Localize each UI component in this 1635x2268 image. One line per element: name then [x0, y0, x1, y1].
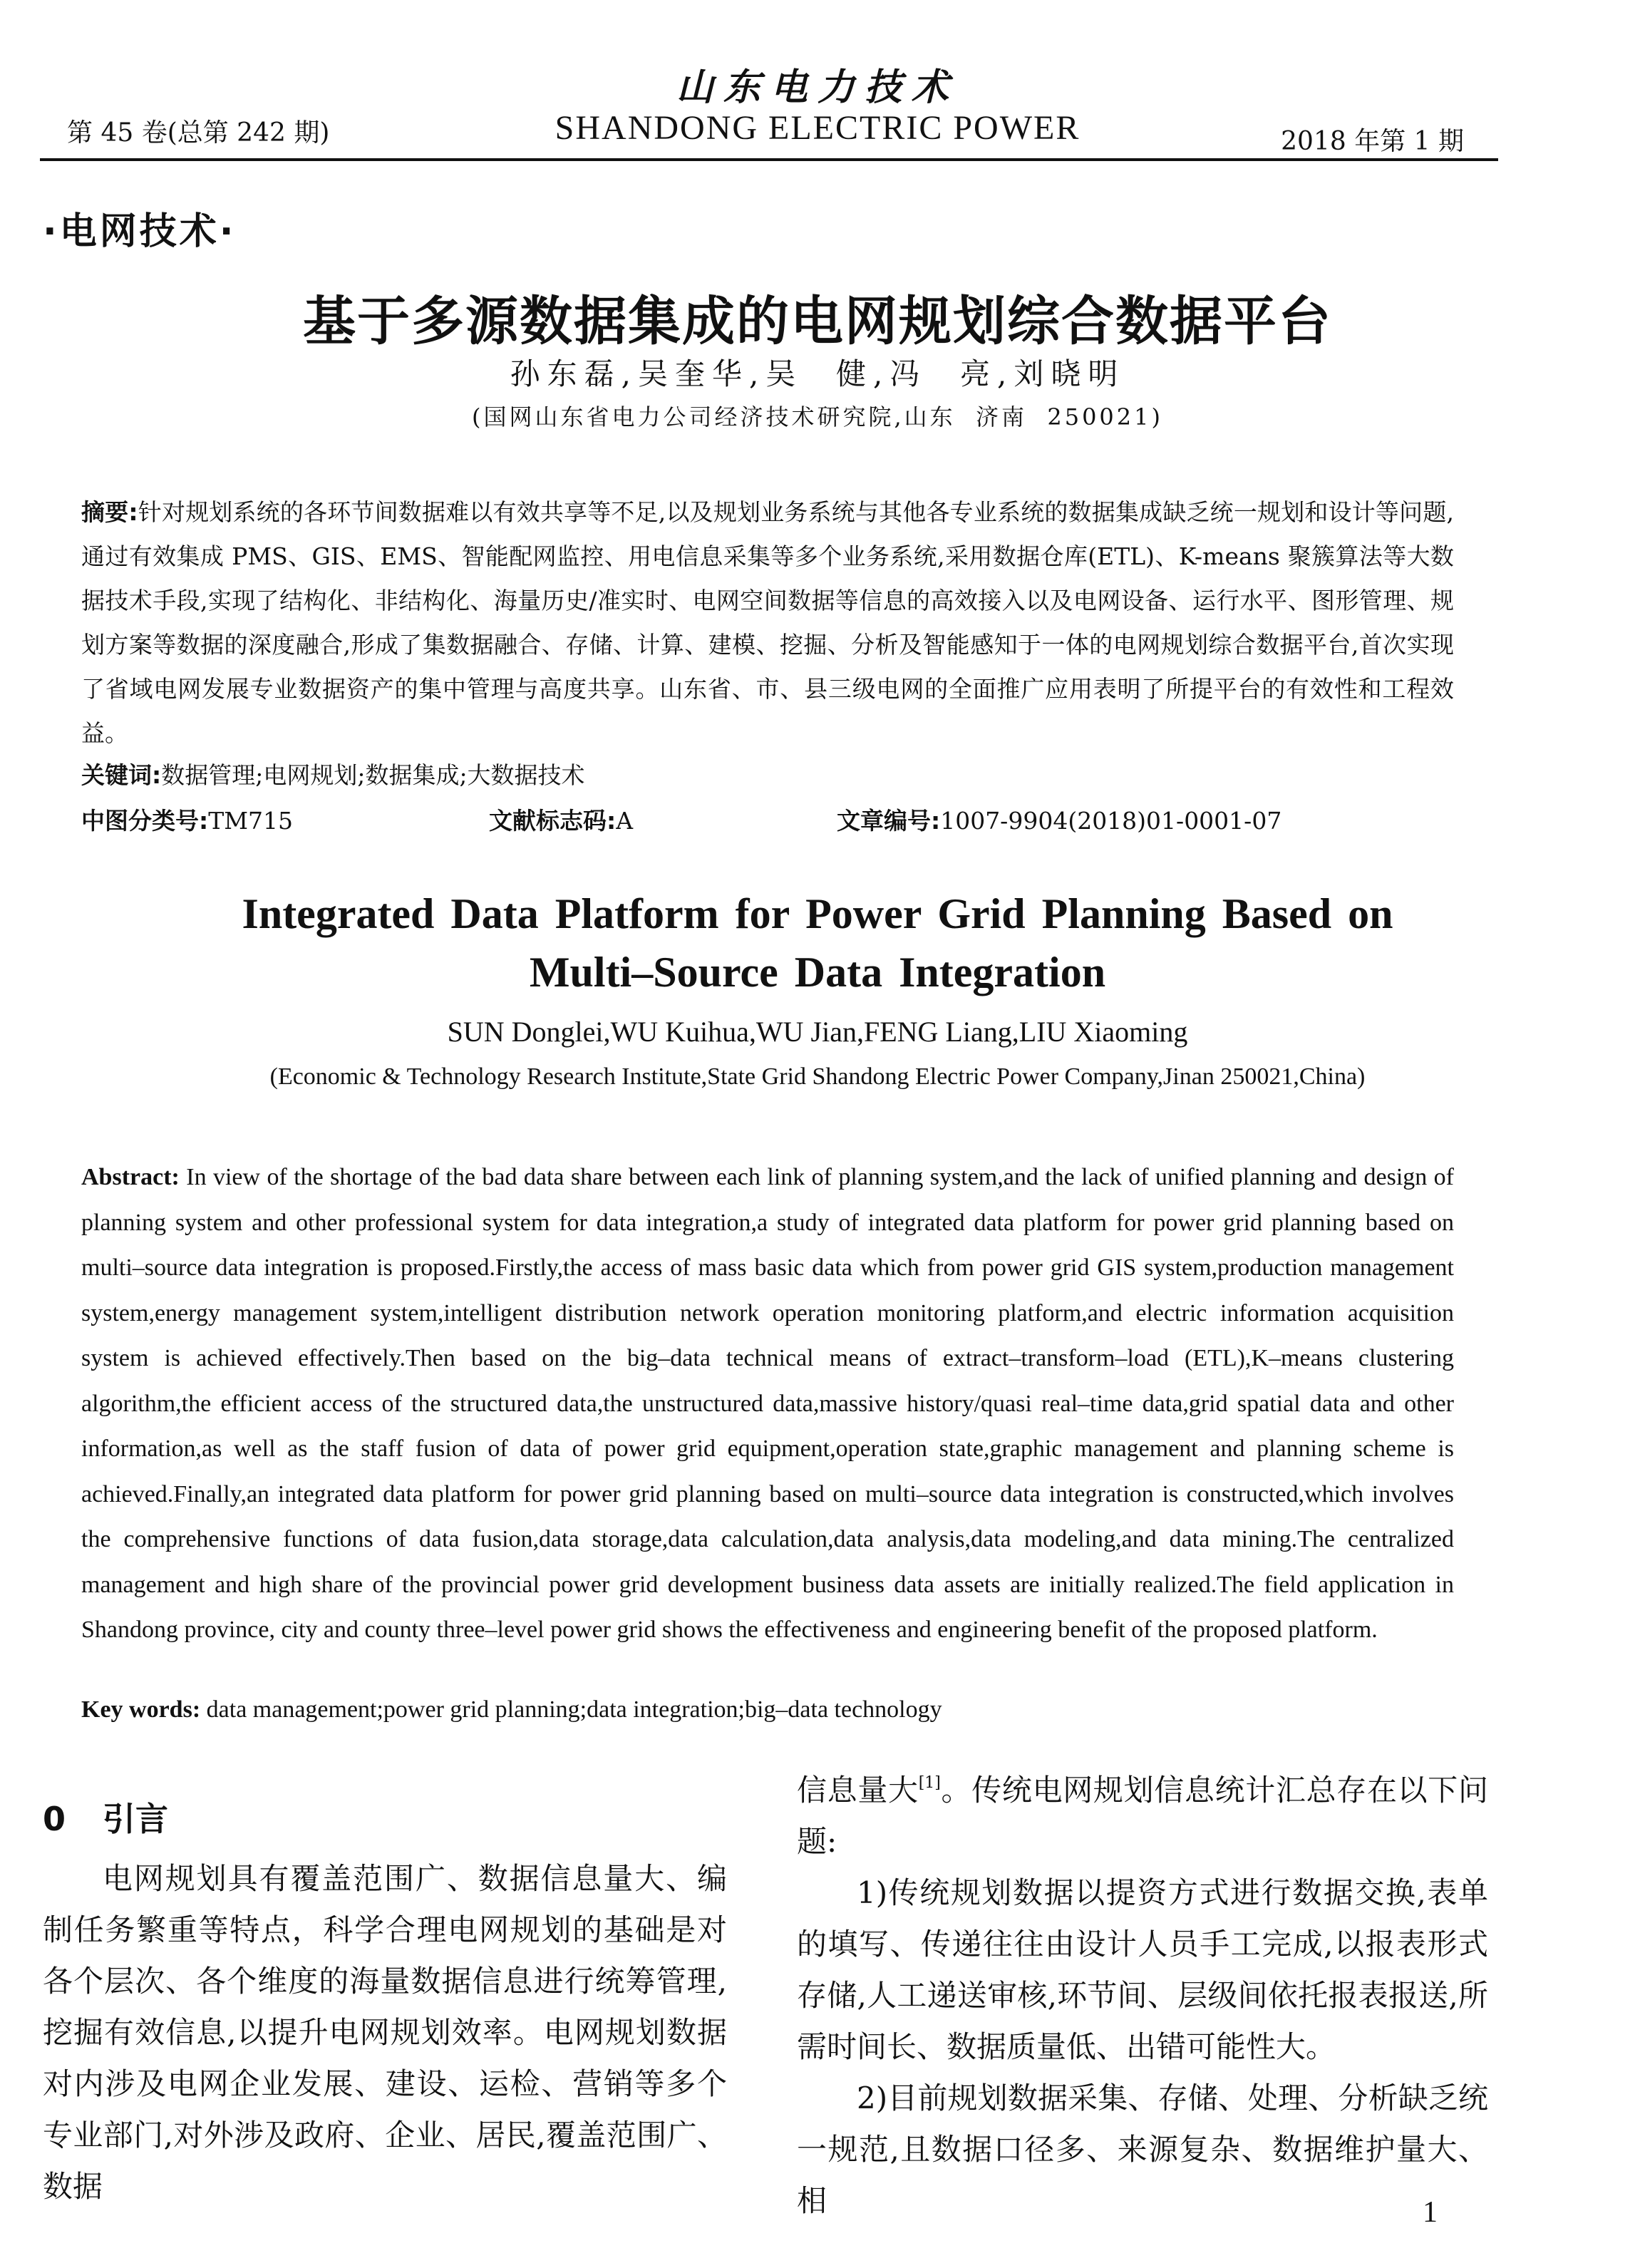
abstract-cn [81, 490, 1454, 756]
abstract-cn-label: 摘要: [81, 498, 138, 526]
header-rule [40, 158, 1498, 161]
clc-label: 中图分类号: [81, 807, 209, 835]
authors-en: SUN Donglei,WU Kuihua,WU Jian,FENG Liang,LIU Xiaoming [447, 1016, 1188, 1048]
article-number-label: 文章编号: [837, 807, 941, 835]
title-en-line1: Integrated Data Platform for Power Grid Planning Based on [242, 890, 1393, 937]
abstract-en-label: Abstract: [81, 1164, 180, 1190]
keywords-cn-text: 数据管理;电网规划;数据集成;大数据技术 [161, 761, 585, 789]
title-en-line2: Multi–Source Data Integration [529, 949, 1106, 996]
authors-cn: 孙东磊,吴奎华,吴 健,冯 亮,刘晓明 [510, 356, 1125, 391]
article-number-value: 1007-9904(2018)01-0001-07 [940, 807, 1282, 835]
list-item: 1)传统规划数据以提资方式进行数据交换,表单的填写、传递往往由设计人员手工完成,以报表形式存储,人工递送审核,环节间、层级间依托报表报送,所需时间长、数据质量低、出错可能性大。 [797, 1875, 1488, 2064]
abstract-cn-text: 针对规划系统的各环节间数据难以有效共享等不足,以及规划业务系统与其他各专业系统的数据集成缺乏统一规划和设计等问题,通过有效集成 PMS、GIS、EMS、智能配网监控、用电信息采集等多个业务系统,采用数据仓库(ETL)、K-means 聚簇算法等大数据技术手段,实现了结构化、非结构化、海量历史/准实时、电网空间数据等信息的高效接入以及电网设备、运行水平、图形管理、规划方案等数据的深度融合,形成了集数据融合、存储、计算、建模、挖掘、分析及智能感知于一体的电网规划综合数据平台,首次实现了省域电网发展专业数据资产的集中管理与高度共享。山东省、市、县三级电网的全面推广应用表明了所提平台的有效性和工程效益。 [81, 498, 1455, 747]
section-number: 0 [43, 1800, 66, 1838]
body-cont-after: 。传统电网规划信息统计汇总存在以下问题: [797, 1773, 1488, 1859]
keywords-en-text: data management;power grid planning;data integration;big–data technology [206, 1696, 942, 1723]
citation-ref: [1] [918, 1774, 941, 1792]
journal-name-en: SHANDONG ELECTRIC POWER [555, 109, 1080, 147]
keywords-en [81, 1696, 942, 1723]
document-code-value: A [616, 807, 634, 835]
affiliation-en: (Economic & Technology Research Institute,State Grid Shandong Electric Power Company,Jinan 250021,China) [269, 1063, 1366, 1090]
document-code-label: 文献标志码: [489, 807, 617, 835]
affiliation-cn: (国网山东省电力公司经济技术研究院,山东 济南 250021) [472, 403, 1163, 431]
body-paragraph-cont [797, 1765, 1488, 1867]
issue-info: 2018 年第 1 期 [1281, 127, 1464, 156]
body-column-left [43, 1853, 727, 2212]
article-number [837, 803, 1281, 836]
keywords-cn [81, 757, 585, 790]
volume-info: 第 45 卷(总第 242 期) [67, 118, 330, 148]
column-label: ·电网技术· [43, 210, 237, 253]
clc-value: TM715 [208, 807, 293, 835]
list-item: 2)目前规划数据采集、存储、处理、分析缺乏统一规范,且数据口径多、来源复杂、数据维护量大、相 [797, 2081, 1488, 2218]
page-number: 1 [1423, 2196, 1438, 2229]
journal-name-cn: 山东电力技术 [676, 66, 959, 109]
clc-code [81, 803, 293, 836]
body-paragraph: 电网规划具有覆盖范围广、数据信息量大、编制任务繁重等特点，科学合理电网规划的基础是对各个层次、各个维度的海量数据信息进行统筹管理,挖掘有效信息,以提升电网规划效率。电网规划数据对内涉及电网企业发展、建设、运检、营销等多个专业部门,对外涉及政府、企业、居民,覆盖范围广、数据 [43, 1861, 727, 2204]
title-cn: 基于多源数据集成的电网规划综合数据平台 [303, 291, 1332, 352]
section-heading [43, 1793, 168, 1840]
body-cont-text: 信息量大 [797, 1773, 919, 1808]
document-code [489, 803, 633, 836]
keywords-en-label: Key words: [81, 1696, 201, 1723]
section-title: 引言 [103, 1800, 169, 1838]
abstract-en-text: In view of the shortage of the bad data share between each link of planning system,and the lack of unified planning and design of planning system and other professional system for data integration,a study of integrated data platform for power grid planning based on multi–source data integration is proposed.Firstly,the access of mass basic data which from power grid GIS system,production management system,energy management system,intelligent distribution network operation monitoring platform,and electric information acquisition system is achieved effectively.Then based on the big–data technical means of extract–transform–load (ETL),K–means clustering algorithm,the efficient access of the structured data,the unstructured data,massive history/quasi real–time data,grid spatial data and other information,as well as the staff fusion of data of power grid equipment,operation state,graphic management and planning scheme is achieved.Finally,an integrated data platform for power grid planning based on multi–source data integration is constructed,which involves the comprehensive functions of data fusion,data storage,data calculation,data analysis,data modeling,and data mining.The centralized management and high share of the provincial power grid development business data assets are initially realized.The field application in Shandong province, city and county three–level power grid shows the effectiveness and engineering benefit of the proposed platform. [81, 1164, 1454, 1643]
abstract-en [81, 1155, 1454, 1653]
body-column-right [797, 1765, 1488, 2227]
keywords-cn-label: 关键词: [81, 761, 162, 789]
